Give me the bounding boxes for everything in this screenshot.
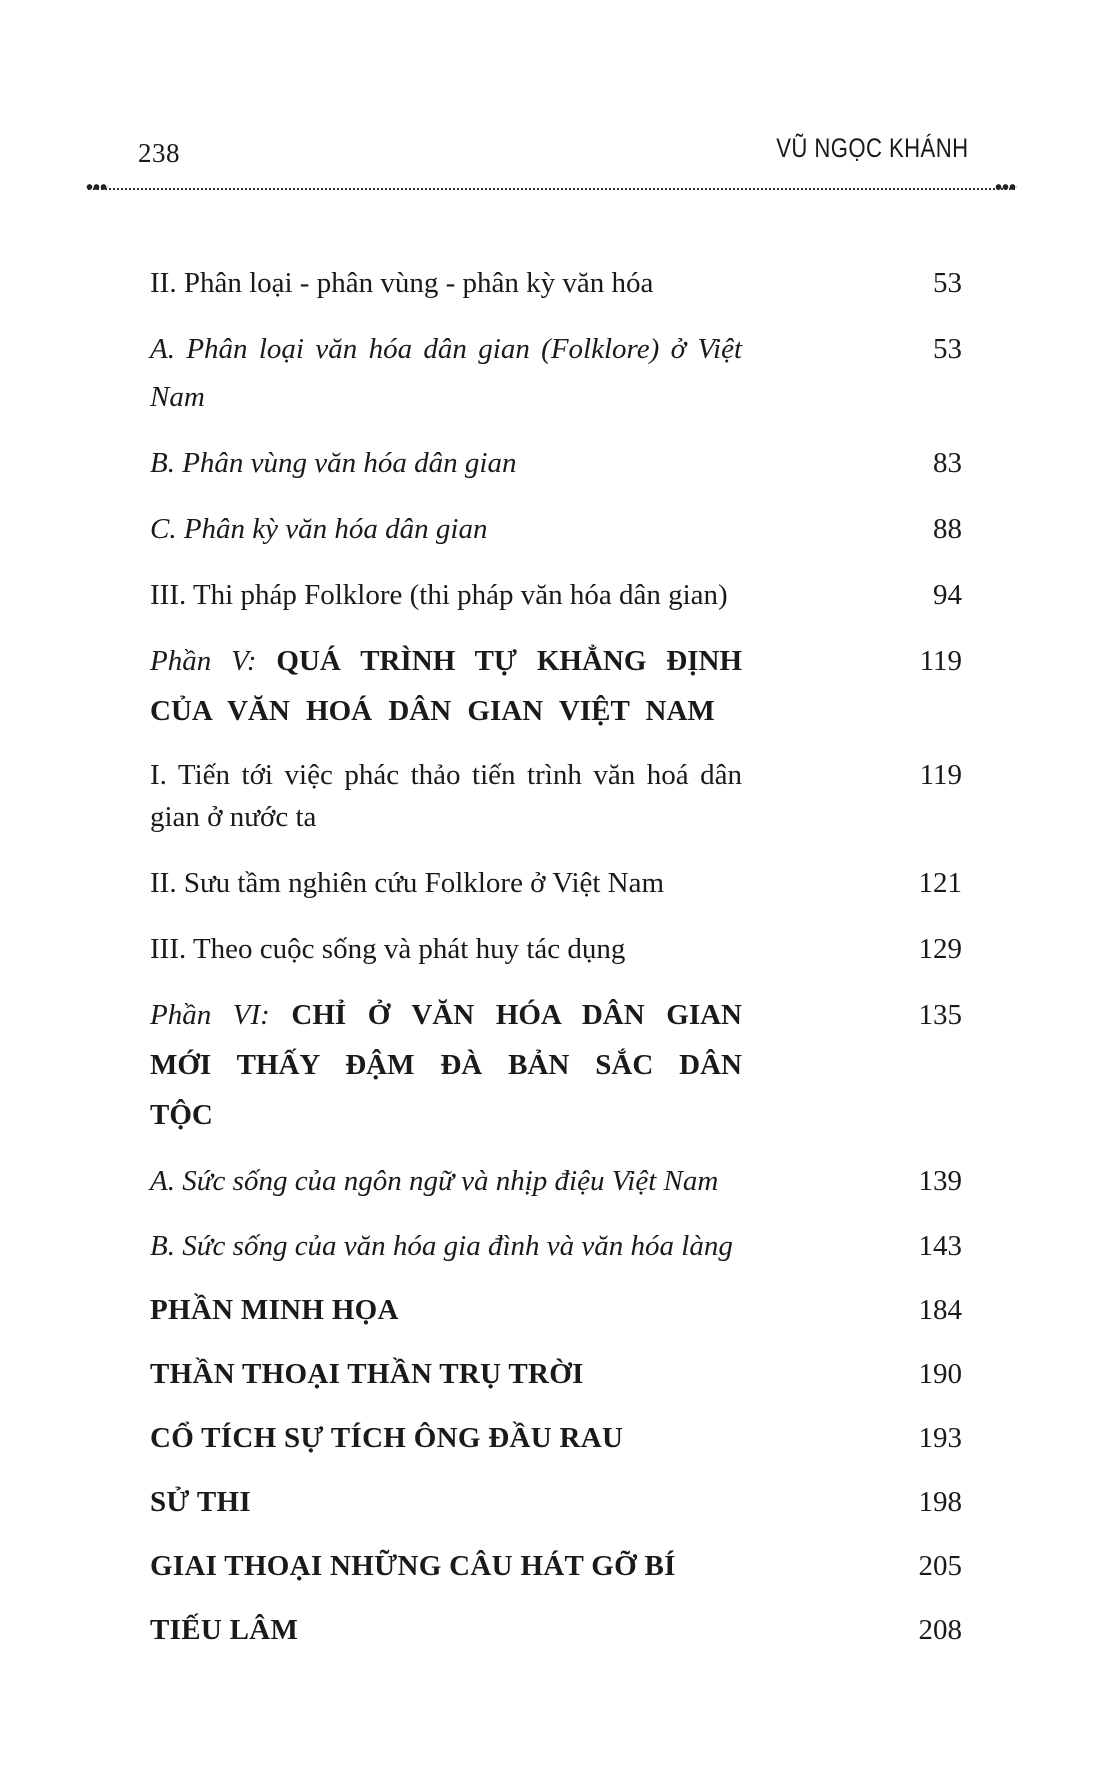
toc-part-title	[150, 636, 742, 736]
toc-entry-page: 193	[918, 1422, 962, 1454]
toc-part-entry	[150, 636, 962, 736]
toc-entry-page: 139	[918, 1165, 962, 1197]
toc-entry	[150, 262, 962, 304]
toc-entry-page: 208	[918, 1614, 962, 1646]
toc-entry-page: 121	[918, 867, 962, 899]
toc-entry-title: B. Phân vùng văn hóa dân gian	[150, 447, 517, 479]
toc-entry	[150, 1353, 962, 1395]
header-dotted-rule	[88, 188, 1015, 190]
toc-entry-title: III. Theo cuộc sống và phát huy tác dụng	[150, 933, 626, 965]
toc-entry-title: II. Sưu tầm nghiên cứu Folklore ở Việt Nam	[150, 867, 665, 899]
toc-part-entry	[150, 990, 962, 1140]
toc-entry-title: III. Thi pháp Folklore (thi pháp văn hóa dân gian)	[150, 579, 728, 611]
toc-entry-page: 184	[918, 1294, 962, 1326]
rule-end-dots-right	[995, 183, 1017, 191]
toc-entry	[150, 928, 962, 970]
toc-entry	[150, 508, 962, 550]
toc-entry	[150, 1609, 962, 1651]
toc-entry-page: 94	[933, 579, 962, 611]
running-head-author: VŨ NGỌC KHÁNH	[776, 133, 969, 163]
toc-entry-page: 53	[933, 333, 962, 365]
page-number: 238	[138, 138, 180, 168]
toc-entry-title: A. Phân loại văn hóa dân gian (Folklore) ở Việt Nam	[150, 333, 742, 413]
toc-entry	[150, 442, 962, 484]
toc-entry	[150, 1545, 962, 1587]
toc-entry-title: TIẾU LÂM	[150, 1614, 299, 1646]
toc-entry-title: A. Sức sống của ngôn ngữ và nhịp điệu Việt Nam	[150, 1165, 719, 1197]
toc-entry-page: 135	[918, 999, 962, 1031]
toc-entry-page: 190	[918, 1358, 962, 1390]
toc-entry	[150, 1289, 962, 1331]
toc-entry	[150, 1481, 962, 1523]
toc-entry-page: 205	[918, 1550, 962, 1582]
toc-entry-title: C. Phân kỳ văn hóa dân gian	[150, 513, 488, 545]
toc-part-title	[150, 990, 742, 1140]
toc-entry	[150, 1225, 962, 1267]
part-label: Phần V:	[150, 645, 257, 677]
toc-entry-page: 119	[919, 759, 962, 791]
toc-entry-page: 198	[918, 1486, 962, 1518]
toc-entry-page: 83	[933, 447, 962, 479]
toc-entry	[150, 1417, 962, 1459]
toc-entry-title: PHẦN MINH HỌA	[150, 1294, 399, 1326]
table-of-contents	[150, 262, 962, 1651]
toc-entry-page: 88	[933, 513, 962, 545]
toc-entry-page: 129	[918, 933, 962, 965]
toc-entry	[150, 574, 962, 616]
toc-entry-title: GIAI THOẠI NHỮNG CÂU HÁT GỠ BÍ	[150, 1550, 676, 1582]
rule-end-dots-left	[86, 183, 108, 191]
part-label: Phần VI:	[150, 999, 270, 1031]
toc-entry-title: II. Phân loại - phân vùng - phân kỳ văn hóa	[150, 267, 654, 299]
part-name: QUÁ TRÌNH TỰ KHẲNG ĐỊNH CỦA VĂN HOÁ DÂN GIAN VIỆT NAM	[150, 645, 743, 727]
part-name: CHỈ Ở VĂN HÓA DÂN GIAN MỚI THẤY ĐẬM ĐÀ BẢN SẮC DÂN TỘC	[150, 999, 742, 1131]
toc-entry-page: 119	[919, 645, 962, 677]
toc-entry	[150, 1160, 962, 1202]
toc-entry-title: B. Sức sống của văn hóa gia đình và văn hóa làng	[150, 1230, 733, 1262]
toc-entry	[150, 862, 962, 904]
toc-entry	[150, 328, 962, 421]
toc-entry-title: CỔ TÍCH SỰ TÍCH ÔNG ĐẦU RAU	[150, 1422, 624, 1454]
toc-entry-title: I. Tiến tới việc phác thảo tiến trình văn hoá dân gian ở nước ta	[150, 759, 742, 833]
toc-entry-title: SỬ THI	[150, 1486, 251, 1518]
toc-entry-title: THẦN THOẠI THẦN TRỤ TRỜI	[150, 1358, 584, 1390]
toc-entry-page: 143	[918, 1230, 962, 1262]
toc-entry	[150, 754, 962, 838]
toc-entry-page: 53	[933, 267, 962, 299]
